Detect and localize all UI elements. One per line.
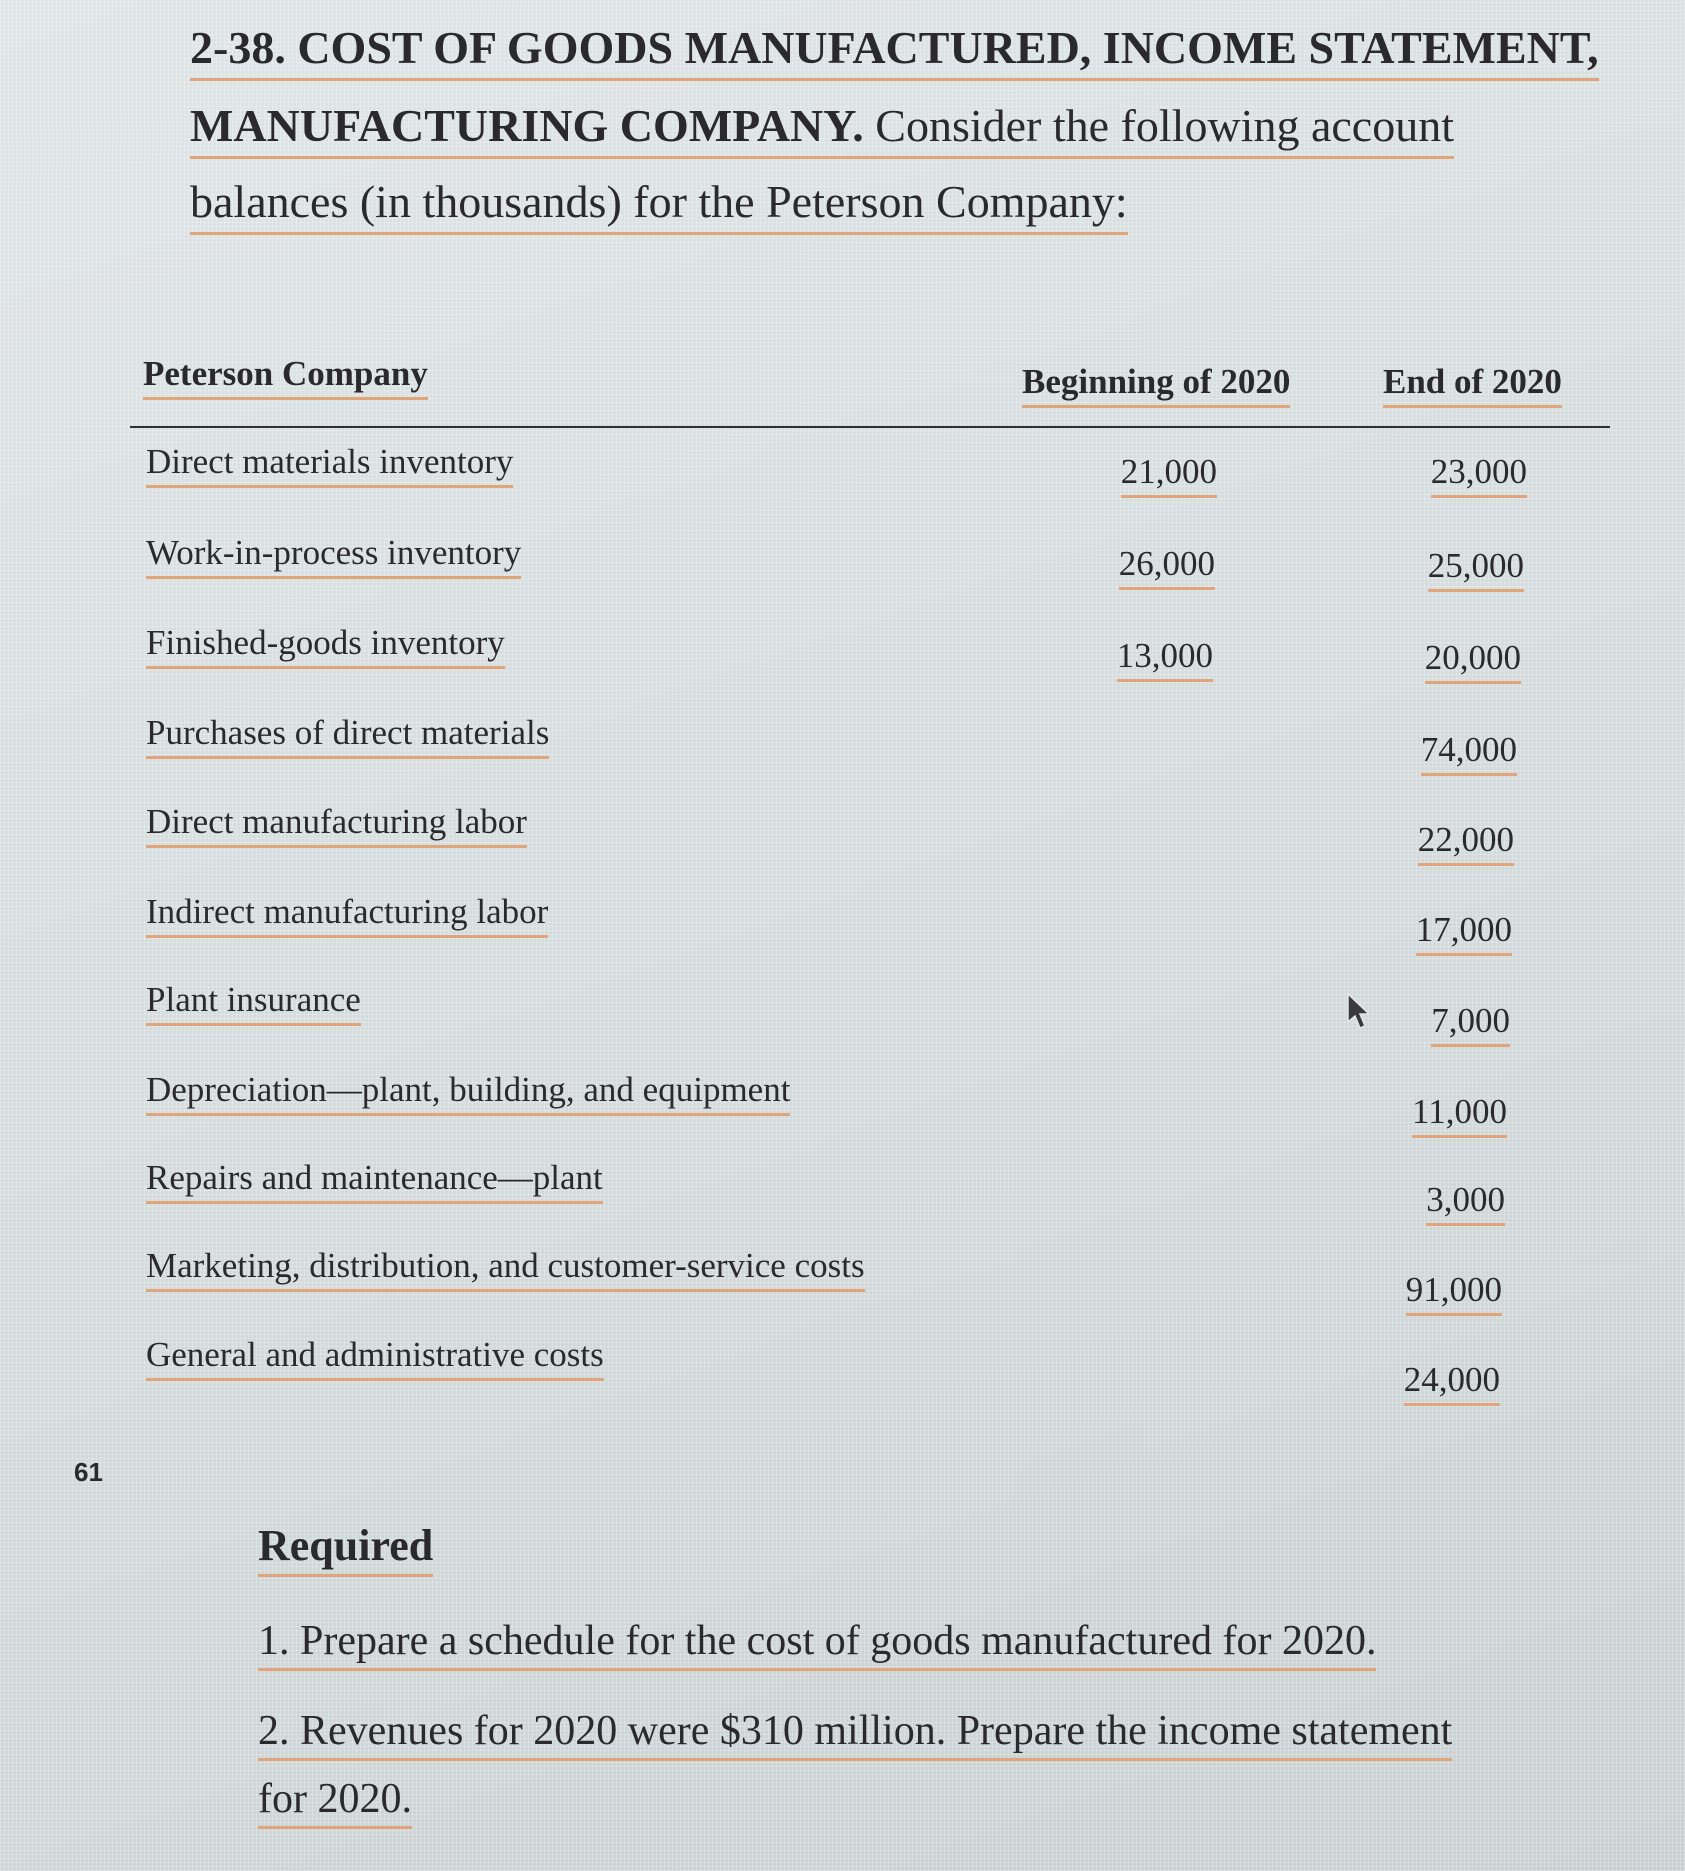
- row-label-plant-insurance: Plant insurance: [146, 980, 361, 1026]
- required-item-1: 1. Prepare a schedule for the cost of goods manufactured for 2020.: [258, 1617, 1376, 1671]
- problem-intro: Consider the following account: [875, 100, 1454, 151]
- row-beginning-finished-goods: 13,000: [1117, 636, 1213, 682]
- row-label-general-admin: General and administrative costs: [146, 1335, 604, 1381]
- required-item-2-continued: for 2020.: [258, 1775, 412, 1829]
- row-end-work-in-process: 25,000: [1428, 546, 1524, 592]
- row-end-direct-labor: 22,000: [1418, 820, 1514, 866]
- row-label-purchases: Purchases of direct materials: [146, 713, 549, 759]
- row-label-depreciation: Depreciation—plant, building, and equipment: [146, 1070, 790, 1116]
- problem-title-company: MANUFACTURING COMPANY.: [190, 100, 864, 151]
- row-beginning-work-in-process: 26,000: [1119, 544, 1215, 590]
- header-rule: [130, 426, 1610, 428]
- row-end-finished-goods: 20,000: [1425, 638, 1521, 684]
- row-label-repairs: Repairs and maintenance—plant: [146, 1158, 603, 1204]
- page-number: 61: [74, 1457, 103, 1487]
- problem-title-line-1: 2-38. COST OF GOODS MANUFACTURED, INCOME STATEMENT,: [190, 22, 1599, 81]
- row-label-marketing: Marketing, distribution, and customer-service costs: [146, 1246, 865, 1292]
- row-label-indirect-labor: Indirect manufacturing labor: [146, 892, 548, 938]
- row-end-repairs: 3,000: [1426, 1180, 1505, 1226]
- row-end-depreciation: 11,000: [1412, 1092, 1507, 1138]
- row-end-marketing: 91,000: [1406, 1270, 1502, 1316]
- problem-title-line-2: [190, 100, 1454, 159]
- row-label-work-in-process: Work-in-process inventory: [146, 533, 521, 579]
- row-end-plant-insurance: 7,000: [1431, 1001, 1510, 1047]
- row-end-general-admin: 24,000: [1404, 1360, 1500, 1406]
- header-end: End of 2020: [1383, 362, 1562, 408]
- row-end-direct-materials: 23,000: [1431, 452, 1527, 498]
- row-label-finished-goods: Finished-goods inventory: [146, 623, 505, 669]
- row-label-direct-materials: Direct materials inventory: [146, 442, 513, 488]
- problem-title-line-3: balances (in thousands) for the Peterson Company:: [190, 176, 1128, 235]
- required-item-2: 2. Revenues for 2020 were $310 million. Prepare the income statement: [258, 1707, 1452, 1761]
- row-end-purchases: 74,000: [1421, 730, 1517, 776]
- row-beginning-direct-materials: 21,000: [1121, 452, 1217, 498]
- row-end-indirect-labor: 17,000: [1416, 910, 1512, 956]
- mouse-cursor-icon: [1346, 992, 1372, 1032]
- header-beginning: Beginning of 2020: [1022, 362, 1290, 408]
- required-heading: Required: [258, 1520, 433, 1577]
- header-company: Peterson Company: [143, 354, 428, 400]
- row-label-direct-labor: Direct manufacturing labor: [146, 802, 527, 848]
